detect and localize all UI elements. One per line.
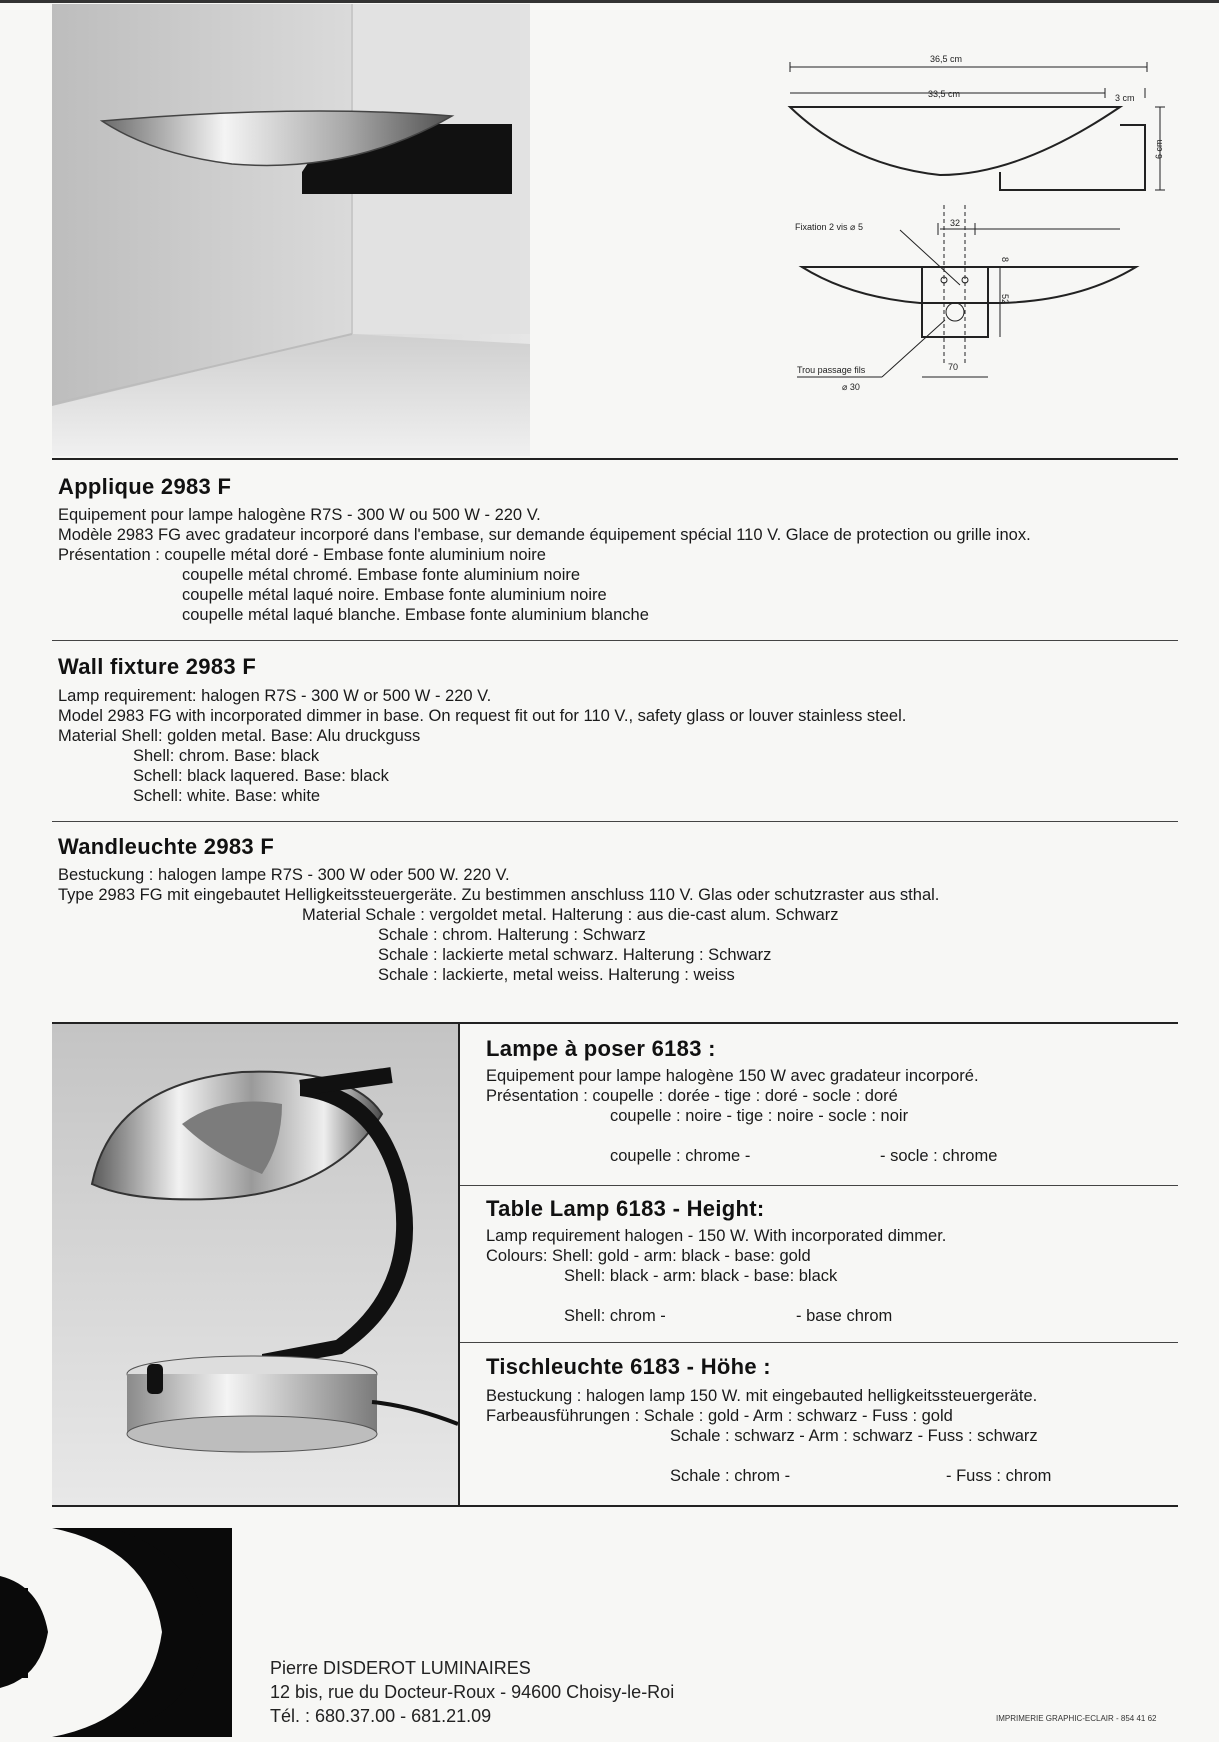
text-line: Shell: black - arm: black - base: black — [564, 1267, 838, 1285]
text-line: - base chrom — [796, 1307, 893, 1325]
section-title-de: Wandleuchte 2983 F — [58, 834, 275, 859]
company-name: Pierre DISDEROT LUMINAIRES — [270, 1658, 531, 1678]
text-line: - socle : chrome — [880, 1147, 998, 1165]
divider — [52, 1505, 1178, 1507]
text-line: Equipement pour lampe halogène R7S - 300 W ou 500 W - 220 V. — [58, 506, 541, 524]
hole-diameter: ⌀ 30 — [842, 382, 860, 392]
wall-lamp-photo — [52, 4, 530, 456]
table-title-fr: Lampe à poser 6183 : — [486, 1036, 716, 1061]
dim-70: 70 — [948, 362, 959, 372]
dim-height: 6 cm — [1154, 139, 1164, 159]
text-line: Colours: Shell: gold - arm: black - base: gold — [486, 1247, 811, 1265]
section-title-en: Wall fixture 2983 F — [58, 654, 257, 679]
text-line: Material Schale : vergoldet metal. Halterung : aus die-cast alum. Schwarz — [302, 906, 839, 924]
dim-52: 52 — [1000, 294, 1010, 305]
table-title-en: Table Lamp 6183 - Height: — [486, 1196, 765, 1221]
text-line: Schale : schwarz - Arm : schwarz - Fuss : schwarz — [670, 1427, 1038, 1445]
text-line: Présentation : coupelle métal doré - Embase fonte aluminium noire — [58, 546, 546, 564]
dim-base-depth: 3 cm — [1115, 93, 1135, 103]
top-border — [0, 0, 1219, 3]
text-line: Schell: black laquered. Base: black — [133, 767, 389, 785]
divider — [52, 640, 1178, 641]
divider — [52, 821, 1178, 822]
vertical-divider — [458, 1023, 460, 1505]
text-line: Schale : lackierte, metal weiss. Halterung : weiss — [378, 966, 735, 984]
text-line: Lamp requirement halogen - 150 W. With incorporated dimmer. — [486, 1227, 947, 1245]
company-phone: Tél. : 680.37.00 - 681.21.09 — [270, 1706, 492, 1726]
text-line: Lamp requirement: halogen R7S - 300 W or 500 W - 220 V. — [58, 687, 492, 705]
text-line: coupelle : chrome - — [610, 1147, 751, 1165]
divider — [52, 458, 1178, 460]
section-title-fr: Applique 2983 F — [58, 474, 232, 499]
dim-shade-width: 33,5 cm — [928, 89, 961, 99]
text-line: Shell: chrom - — [564, 1307, 666, 1325]
fixation-label: Fixation 2 vis ⌀ 5 — [795, 222, 863, 232]
dim-8: 8 — [1000, 257, 1010, 263]
company-address: 12 bis, rue du Docteur-Roux - 94600 Choisy-le-Roi — [270, 1682, 675, 1702]
text-line: Model 2983 FG with incorporated dimmer in base. On request fit out for 110 V., safety glass or louver stainless steel. — [58, 707, 907, 725]
company-logo — [0, 1528, 232, 1737]
text-line: Bestuckung : halogen lamp 150 W. mit eingebauted helligkeitssteuergeräte. — [486, 1387, 1038, 1405]
text-line: Modèle 2983 FG avec gradateur incorporé dans l'embase, sur demande équipement spécial 110 V. Glace de protection ou grille inox. — [58, 526, 1031, 544]
text-line: Bestuckung : halogen lampe R7S - 300 W oder 500 W. 220 V. — [58, 866, 510, 884]
divider — [460, 1342, 1178, 1343]
text-line: Schale : chrom - — [670, 1467, 791, 1485]
text-line: Schale : chrom. Halterung : Schwarz — [378, 926, 646, 944]
text-line: Material Shell: golden metal. Base: Alu druckguss — [58, 727, 421, 745]
text-line: Farbeausführungen : Schale : gold - Arm : schwarz - Fuss : gold — [486, 1407, 953, 1425]
text-line: coupelle métal chromé. Embase fonte aluminium noire — [182, 566, 581, 584]
text-line: Type 2983 FG mit eingebautet Helligkeitssteuergeräte. Zu bestimmen anschluss 110 V. Glas oder schutzraster aus sthal. — [58, 886, 940, 904]
dimension-drawing — [760, 45, 1180, 415]
text-line: coupelle : noire - tige : noire - socle : noir — [610, 1107, 909, 1125]
text-line: Schale : lackierte metal schwarz. Halterung : Schwarz — [378, 946, 772, 964]
text-line: Shell: chrom. Base: black — [133, 747, 320, 765]
table-title-de: Tischleuchte 6183 - Höhe : — [486, 1354, 771, 1379]
text-line: Schell: white. Base: white — [133, 787, 321, 805]
text-line: Equipement pour lampe halogène 150 W avec gradateur incorporé. — [486, 1067, 979, 1085]
table-lamp-photo — [52, 1024, 458, 1506]
dim-total-width: 36,5 cm — [930, 54, 963, 64]
text-line: coupelle métal laqué blanche. Embase fonte aluminium blanche — [182, 606, 649, 624]
text-line: coupelle métal laqué noire. Embase fonte aluminium noire — [182, 586, 607, 604]
text-line: Présentation : coupelle : dorée - tige : doré - socle : doré — [486, 1087, 898, 1105]
printer-credit: IMPRIMERIE GRAPHIC-ECLAIR - 854 41 62 — [996, 1714, 1157, 1723]
text-line: - Fuss : chrom — [946, 1467, 1052, 1485]
divider — [460, 1185, 1178, 1186]
dim-32: 32 — [950, 218, 961, 228]
hole-label: Trou passage fils — [797, 365, 866, 375]
